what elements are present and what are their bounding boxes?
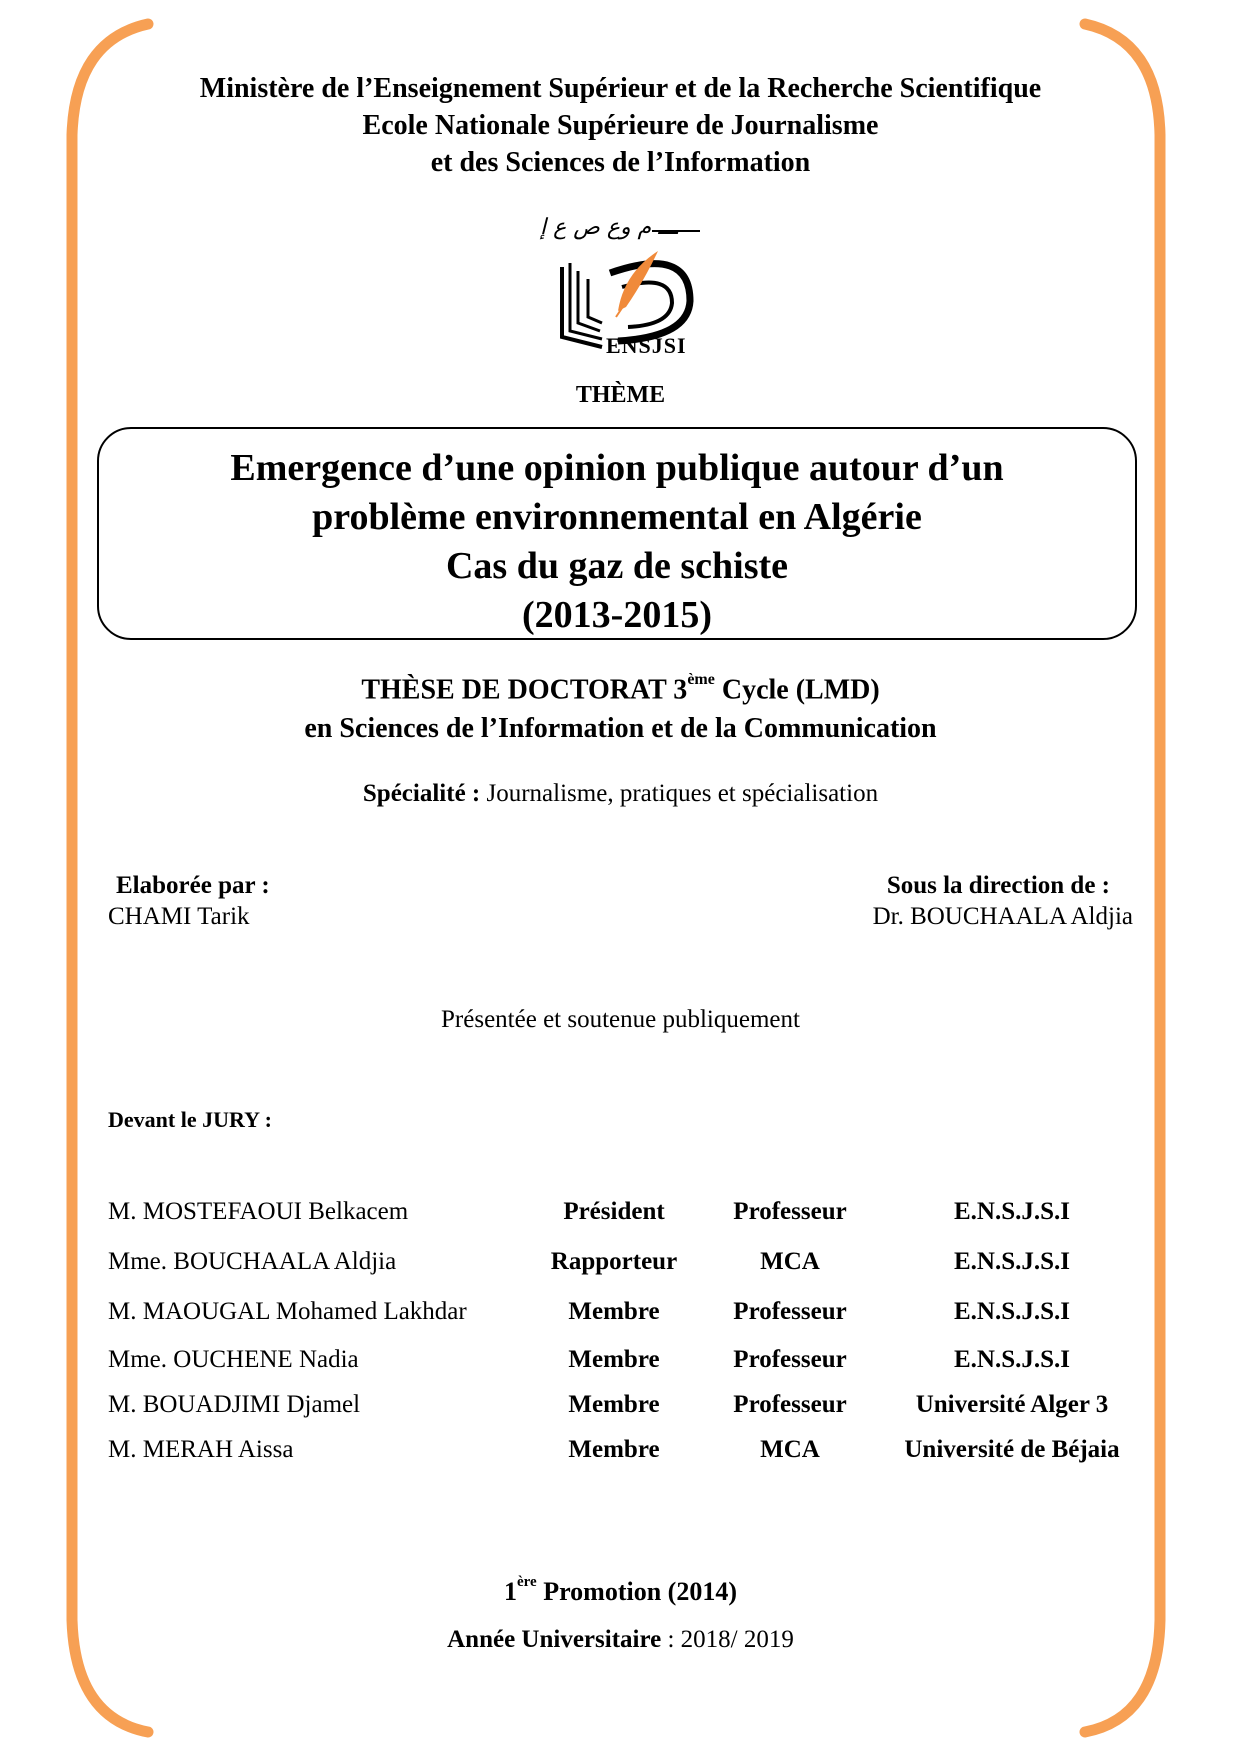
theme-label: THÈME [575,382,666,408]
title-line-2: problème environnemental en Algérie [312,496,922,538]
promotion-superscript: ère [517,1574,537,1591]
jury-grade: Professeur [733,1346,847,1373]
school-line-2: et des Sciences de l’Information [430,147,811,178]
presented-line: Présentée et soutenue publiquement [441,1006,800,1033]
jury-name: M. MERAH Aissa [108,1436,294,1463]
jury-grade: Professeur [733,1298,847,1325]
ministry-line: Ministère de l’Enseignement Supérieur et de la Recherche Scientifique [199,73,1042,104]
jury-row [0,1346,1241,1386]
jury-label: Devant le JURY : [108,1107,272,1132]
jury-row [0,1198,1241,1238]
jury-name: M. BOUADJIMI Djamel [108,1391,361,1418]
jury-name: Mme. BOUCHAALA Aldjia [108,1248,397,1275]
school-line: Ecole Nationale Supérieure de Journalisme [362,110,879,141]
author-name: CHAMI Tarik [108,903,250,930]
promotion-line [0,1574,1241,1607]
jury-row [0,1298,1241,1338]
jury-role: Président [563,1198,665,1225]
promotion-number: 1 [504,1577,517,1606]
academic-year-line [0,1626,1241,1654]
title-line-4: (2013-2015) [522,594,712,636]
jury-grade: MCA [760,1436,820,1463]
director-name: Dr. BOUCHAALA Aldjia [872,903,1133,930]
thesis-title-box [97,427,1137,640]
jury-row [0,1436,1241,1476]
jury-row [0,1391,1241,1431]
jury-institution: E.N.S.J.S.I [953,1248,1071,1275]
jury-role: Rapporteur [550,1248,678,1275]
title-line-1: Emergence d’une opinion publique autour d’un [230,447,1004,489]
thesis-field: en Sciences de l’Information et de la Communication [304,713,937,745]
jury-name: Mme. OUCHENE Nadia [108,1346,359,1373]
specialite-value: Journalisme, pratiques et spécialisation [480,780,879,807]
jury-grade: MCA [760,1248,820,1275]
promotion-text: Promotion (2014) [536,1577,737,1606]
thesis-cycle-superscript: ème [687,671,715,688]
thesis-type [0,664,1241,748]
thesis-degree: THÈSE DE DOCTORAT 3 [361,674,688,706]
jury-institution: E.N.S.J.S.I [953,1198,1071,1225]
academic-year-value: : 2018/ 2019 [661,1626,794,1653]
academic-year-label: Année Universitaire [447,1626,662,1653]
institution-header [0,70,1241,181]
ensjsi-logo [540,215,710,365]
specialite-label: Spécialité : [362,780,481,807]
jury-role: Membre [568,1436,660,1463]
jury-institution: E.N.S.J.S.I [953,1346,1071,1373]
thesis-cycle: Cycle (LMD) [714,674,880,706]
jury-institution: Université de Béjaia [904,1436,1120,1463]
jury-row [0,1248,1241,1288]
logo-arabic-text: ـــ م وع ص ع إ [540,215,678,240]
logo-latin-text: ENSJSI [606,333,687,358]
jury-grade: Professeur [733,1198,847,1225]
jury-grade: Professeur [733,1391,847,1418]
jury-role: Membre [568,1346,660,1373]
title-line-3: Cas du gaz de schiste [445,545,789,587]
author-label: Elaborée par : [116,872,270,899]
thesis-type-line-1 [0,664,1241,709]
jury-role: Membre [568,1298,660,1325]
jury-role: Membre [568,1391,660,1418]
jury-name: M. MOSTEFAOUI Belkacem [108,1198,409,1225]
specialite-line [0,780,1241,808]
jury-name: M. MAOUGAL Mohamed Lakhdar [108,1298,467,1325]
jury-institution: Université Alger 3 [915,1391,1109,1418]
jury-institution: E.N.S.J.S.I [953,1298,1071,1325]
director-label: Sous la direction de : [886,872,1110,899]
